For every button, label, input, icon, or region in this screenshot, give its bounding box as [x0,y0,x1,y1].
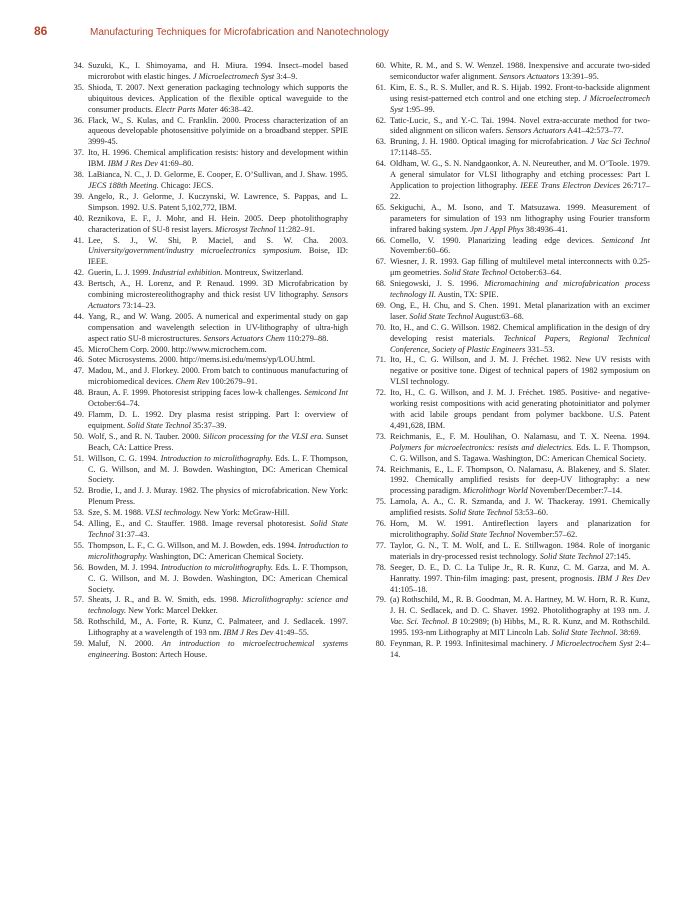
reference-text [88,268,348,279]
reference-text-part: 2:4–14. [390,639,651,659]
reference-number: 67. [375,257,386,267]
reference-source-italic: Micromachining and microfabrication process technology II. [390,279,650,300]
reference-text-part: 27:145. [603,551,631,561]
reference-text-part: Brodie, I., and J. J. Muray. 1982. The physics of microfabrication. New York: Plenum Press. [88,486,348,507]
reference-number: 49. [73,410,84,419]
reference-number: 34. [73,61,84,70]
reference-text-part: Ito, H., C. G. Willson, and J. M. J. Fréchet. 1985. Positive- and negative-working resist compositions with acid generating photoinitiator and polymer with acid labile groups pendant from polymer backbone. U.S. Patent 4,491,628, IBM. [390,388,650,430]
reference-text-part: Horn, M. W. 1991. Antireflection layers and planarization for microlithography. [390,519,650,539]
reference-entry [64,639,348,661]
reference-text-part: Kim, E. S., R. S. Muller, and R. S. Hijab. 1992. Front-to-backside alignment using resist-patterned etch control and one etching step. [390,82,650,103]
reference-text-part: 11:282–91. [275,224,315,234]
reference-entry [64,355,348,366]
reference-text-part: White, R. M., and S. W. Wenzel. 1988. Inexpensive and accurate two-sided semiconductor wafer alignment. [390,61,650,81]
reference-text-part: 35:37–39. [190,420,227,430]
reference-text [88,595,348,617]
reference-text [88,312,348,345]
reference-source-italic: Microlithogr World [463,486,528,496]
reference-text-part: 100:2679–91. [209,377,258,387]
reference-entry [366,595,650,639]
reference-entry [64,617,348,639]
reference-number: 46. [73,355,84,365]
reference-text [390,61,650,83]
reference-text [390,257,650,279]
reference-entry [64,345,348,356]
reference-text [390,355,650,388]
reference-number: 36. [73,115,84,125]
reference-text-part: Austin, TX: SPIE. [436,290,499,300]
reference-source-italic: Industrial exhibition. [152,268,223,278]
reference-text [390,301,650,323]
reference-number: 68. [375,279,386,289]
reference-text-part: Willson, C. G. 1994. [88,453,161,463]
reference-text-part: Flack, W., S. Kulas, and C. Franklin. 2000. Process characterization of an aqueous developable photosensitive polyimide on a broadband stepper. SPIE 3999-45. [88,115,348,147]
reference-number: 53. [73,508,84,518]
reference-text-part: Reznikova, E. F., J. Mohr, and H. Hein. 2005. Deep photolithography characterization of SU-8 resist layers. [88,213,348,234]
reference-source-italic: IEEE Trans Electron Devices [520,180,620,190]
reference-text [390,203,650,236]
reference-source-italic: Semicond Int [304,388,348,398]
reference-text-part: Ito, H., C. G. Willson, and J. M. J. Fréchet. 1982. New UV resists with negative or positive tone. Digest of technical papers of 1982 symposium on VLSI technology. [390,355,650,387]
reference-text-part: Montreux, Switzerland. [222,268,304,278]
reference-text-part: Braun, A. F. 1999. Photoresist stripping faces low-k challenges. [88,388,305,398]
reference-text-part: 73:14–23. [120,300,156,310]
reference-text-part: Suzuki, K., I. Shimoyama, and H. Miura. 1994. Insect–model based microrobot with elastic hinges. [88,61,348,81]
reference-text-part: New York: Marcel Dekker. [126,606,218,616]
reference-text-part: Lee, S. J., W. Shi, P. Maciel, and S. W. Cha. 2003. [88,235,348,245]
reference-number: 58. [73,617,84,627]
reference-source-italic: IBM J Res Dev [223,628,274,638]
reference-source-italic: Solid State Technol [88,519,348,539]
reference-number: 52. [73,486,84,496]
reference-entry [64,61,348,83]
reference-number: 35. [73,82,84,92]
reference-text [88,345,348,356]
reference-entry [366,159,650,203]
reference-text-part: Ito, H., and C. G. Willson. 1982. Chemical amplification in the design of dry developing resist materials. [390,322,650,343]
reference-number: 37. [73,148,84,158]
reference-text [88,279,348,312]
reference-source-italic: University/government/industry microelectronics symposium. [88,246,302,256]
reference-number: 50. [73,431,84,441]
reference-text [88,563,348,596]
reference-number: 56. [73,562,84,572]
reference-text [390,236,650,258]
reference-source-italic: J Microelectromech Syst [390,93,650,114]
reference-text-part: October:64–74. [88,399,140,409]
reference-text-part: Sekiguchi, A., M. Isono, and T. Matsuzawa. 1999. Measurement of parameters for simulation of 193 nm lithography using Fourier transform infrared baking system. [390,202,650,234]
reference-number: 40. [73,213,84,223]
reference-text-part: Sheats, J. R., and B. W. Smith, eds. 1998. [88,595,243,605]
reference-number: 76. [375,519,386,529]
reference-source-italic: Solid State Technol. [551,628,618,638]
reference-source-italic: Semicond Int [601,235,650,245]
reference-text-part: 41:105–18. [390,584,428,594]
reference-text [88,170,348,192]
reference-number: 80. [375,639,386,649]
reference-text-part: Rothschild, M., A. Forte, R. Kunz, C. Palmateer, and J. Sedlacek. 1997. Lithography at a wavelength of 193 nm. [88,617,348,638]
reference-text [88,639,348,661]
reference-source-italic: Solid State Technol [443,268,508,278]
reference-text-part: 3:4–9. [274,71,298,81]
reference-number: 65. [375,202,386,212]
reference-entry [366,83,650,116]
reference-source-italic: Solid State Technol [539,551,604,561]
reference-text [88,236,348,269]
reference-text-part: Ong, E., H. Chu, and S. Chen. 1991. Metal planarization with an excimer laser. [390,300,650,321]
reference-text-part: Shioda, T. 2007. Next generation packaging technology which supports the ubiquitous devices. Application of the flexible optical waveguide to the consumer products. [88,82,348,114]
reference-text-part: Comello, V. 1990. Planarizing leading edge devices. [390,235,602,245]
reference-text-part: November:60–66. [390,246,451,256]
reference-text [390,116,650,138]
running-head: Manufacturing Techniques for Microfabrication and Nanotechnology [90,27,389,38]
reference-text [88,214,348,236]
reference-text [390,497,650,519]
reference-number: 41. [73,235,84,245]
reference-text-part: 13:391–95. [559,71,599,81]
reference-entry [366,465,650,498]
reference-text-part: 26:717–22. [390,180,650,201]
reference-number: 59. [73,639,84,649]
page-header [34,24,664,42]
reference-text-part: Sniegowski, J. S. 1996. [390,279,485,289]
reference-text [88,61,348,83]
reference-text [88,486,348,508]
reference-entry [366,388,650,432]
reference-number: 57. [73,595,84,605]
reference-entry [64,486,348,508]
reference-text [88,541,348,563]
reference-text-part: Wolf, S., and R. N. Tauber. 2000. [88,431,203,441]
reference-source-italic: Microlithography: science and technology. [88,595,348,616]
reference-entry [64,454,348,487]
reference-number: 75. [375,497,386,507]
reference-source-italic: Sensors Actuators [499,71,560,81]
reference-text-part: Sunset Beach, CA: Lattice Press. [88,431,349,452]
reference-source-italic: J Microelectromech Syst [192,71,275,81]
reference-source-italic: IBM J Res Dev [597,573,651,583]
reference-number: 69. [375,300,386,310]
reference-entry [64,563,348,596]
reference-text [88,519,348,541]
reference-text-part: Feynman, R. P. 1993. Infinitesimal machinery. [390,639,550,649]
reference-text [88,83,348,116]
reference-text [88,388,348,410]
reference-text-part: Reichmanis, E., L. F. Thompson, O. Nalamasu, A. Blakeney, and S. Slater. 1992. Chemically amplified resists for deep-UV lithography: a new processing paradigm. [390,464,650,496]
reference-text-part: November:57–62. [514,529,578,539]
reference-text [88,192,348,214]
reference-number: 79. [375,595,386,605]
references-left-column [64,61,348,661]
reference-number: 38. [73,170,84,180]
reference-source-italic: Jpn J Appl Phys [470,224,524,234]
reference-number: 54. [73,519,84,529]
reference-source-italic: JECS 188th Meeting. [88,180,159,190]
page-number: 86 [34,24,48,38]
reference-source-italic: J Vac Sci Technol [590,137,650,147]
reference-text-part: Madou, M., and J. Florkey. 2000. From batch to continuous manufacturing of microbiomedical devices. [88,366,348,387]
reference-text-part: Seeger, D. E., D. C. La Tulipe Jr., R. R. Kunz, C. M. Garza, and M. A. Hanratty. 1997. Thin-film imaging: past, present, prognosis. [390,562,650,583]
reference-entry [366,137,650,159]
reference-text-part: 53:53–60. [512,508,549,518]
reference-entry [64,279,348,312]
reference-text-part: Boston: Artech House. [129,649,208,659]
reference-source-italic: IBM J Res Dev [107,159,158,169]
reference-text [390,137,650,159]
reference-text-part: 38:69. [617,628,641,638]
reference-entry [366,355,650,388]
reference-text-part: Thompson, L. F., C. G. Willson, and M. J. Bowden, eds. 1994. [88,540,299,550]
reference-entry [366,497,650,519]
reference-text-part: (a) Rothschild, M., R. B. Goodman, M. A. Hartney, M. W. Horn, R. R. Kunz, J. H. C. Sedlacek, and D. C. Shaver. 1992. Photolithography at 193 nm. [390,595,650,616]
reference-text [88,148,348,170]
reference-text-part: Boise, ID: IEEE. [88,246,348,267]
reference-text-part: Yang, R., and W. Wang. 2005. A numerical and experimental study on gap compensation and wavelength selection in UV-lithography of ultra-high aspect ratio SU-8 microstructures. [88,311,348,343]
reference-text-part: MicroChem Corp. 2000. http://www.microchem.com. [88,344,267,354]
reference-text-part: Eds. L. F. Thompson, C. G. Willson, and M. J. Bowden. Washington, DC: American Chemical Society. [88,562,348,594]
reference-entry [64,366,348,388]
reference-number: 43. [73,279,84,289]
reference-source-italic: Polymers for microelectronics: resists and dielectrics. [390,442,574,452]
reference-number: 72. [375,388,386,398]
reference-number: 45. [73,344,84,354]
reference-entry [64,541,348,563]
reference-text-part: New York: McGraw-Hill. [201,508,290,518]
reference-text-part: LaBianca, N. C., J. D. Gelorme, E. Cooper, E. O’Sullivan, and J. Shaw. 1995. [88,170,348,180]
reference-entry [64,519,348,541]
reference-entry [64,116,348,149]
reference-text-part: 46:38–42. [217,104,254,114]
reference-text-part: A41–42:573–77. [565,126,624,136]
reference-text-part: 41:69–80. [157,159,194,169]
reference-text [390,159,650,203]
reference-text-part: Lamola, A. A., C. R. Szmanda, and J. W. Thackeray. 1991. Chemically amplified resists. [390,497,650,518]
reference-text-part: Oldham, W. G., S. N. Nandgaonkor, A. N. Neureuther, and M. O’Toole. 1979. A general simulator for VLSI lithography and etching processes: Part I. Application to projection lithography. [390,159,650,190]
reference-number: 74. [375,464,386,474]
references-right-column [366,61,650,661]
reference-text [390,595,650,639]
reference-source-italic: Solid State Technol [451,529,515,539]
reference-text [88,116,348,149]
reference-source-italic: VLSI technology. [145,508,202,518]
reference-text-part: 10:2989; (b) Hibbs, M., R. R. Kunz, and M. Rothschild. 1995. 193-nm Lithography at MIT Lincoln Lab. [390,617,650,638]
reference-text [88,508,348,519]
reference-entry [366,236,650,258]
reference-text-part: Eds. L. F. Thompson, C. G. Willson, and M. J. Bowden. Washington, DC: American Chemical Society. [88,453,348,485]
reference-entry [366,519,650,541]
reference-text-part: Chicago: JECS. [158,180,214,190]
reference-text-part: 41:49–55. [273,628,309,638]
reference-number: 39. [73,191,84,201]
reference-number: 61. [375,82,386,92]
reference-text-part: Alling, E., and C. Stauffer. 1988. Image reversal photoresist. [88,519,311,529]
reference-entry [64,148,348,170]
reference-source-italic: Introduction to microlithography. [88,540,349,561]
reference-entry [64,595,348,617]
reference-entry [366,279,650,301]
reference-source-italic: Sensors Actuators [505,126,566,136]
reference-number: 44. [73,311,84,321]
reference-text [390,323,650,356]
reference-source-italic: J. Vac. Sci. Technol. B [390,606,650,627]
reference-text [390,388,650,432]
reference-text [390,639,650,661]
reference-text-part: 31:37–43. [113,529,150,539]
reference-number: 42. [73,268,84,278]
reference-text-part: 110:279–88. [284,333,329,343]
reference-source-italic: An introduction to microelectrochemical systems engineering. [88,639,348,659]
reference-entry [64,83,348,116]
reference-source-italic: Introduction to microlithography. [160,453,273,463]
reference-text [88,617,348,639]
reference-source-italic: Introduction to microlithography. [161,562,273,572]
reference-number: 66. [375,235,386,245]
reference-text [88,410,348,432]
reference-entry [64,388,348,410]
reference-text-part: Wiesner, J. R. 1993. Gap filling of multilevel metal interconnects with 0.25-μm geometries. [390,257,650,278]
reference-number: 62. [375,115,386,125]
reference-source-italic: Solid State Technol [127,420,191,430]
reference-text-part: Bertsch, A., H. Lorenz, and P. Renaud. 1999. 3D Microfabrication by combining microstereolithography and thick resist UV lithography. [88,279,348,300]
reference-number: 63. [375,137,386,147]
reference-entry [366,432,650,465]
reference-text-part: August:63–68. [473,311,524,321]
reference-source-italic: Electr Parts Mater [155,104,218,114]
reference-entry [64,170,348,192]
reference-entry [366,61,650,83]
reference-text-part: Sotec Microsystems. 2000. http://mems.isi.edu/mems/yp/LOU.html. [88,355,316,365]
reference-text [88,355,348,366]
reference-entry [366,563,650,596]
reference-text [390,541,650,563]
reference-entry [64,268,348,279]
reference-text-part: Reichmanis, E., F. M. Houlihan, O. Nalamasu, and T. X. Neena. 1994. [390,431,650,441]
reference-text-part: 331–53. [525,344,555,354]
reference-number: 60. [375,61,386,70]
reference-source-italic: Silicon processing for the VLSI era. [203,431,324,441]
reference-entry [366,203,650,236]
reference-number: 51. [73,453,84,463]
reference-text-part: Maluf, N. 2000. [88,639,162,649]
reference-entry [64,410,348,432]
reference-text-part: Ito, H. 1996. Chemical amplification resists: history and development within IBM. [88,148,348,169]
reference-number: 71. [375,355,386,365]
reference-source-italic: Sensors Actuators [88,290,348,310]
reference-entry [64,508,348,519]
reference-text-part: Washington, DC: American Chemical Society. [147,551,304,561]
reference-source-italic: J Microelectrochem Syst [549,639,633,649]
reference-entry [64,432,348,454]
reference-text [88,454,348,487]
reference-number: 55. [73,540,84,550]
reference-text-part: Angelo, R., J. Gelorme, J. Kuczynski, W. Lawrence, S. Pappas, and L. Simpson. 1992. U.S. Patent 5,102,772, IBM. [88,191,348,212]
reference-number: 73. [375,431,386,441]
reference-text-part: 1:95–99. [403,104,435,114]
reference-source-italic: Chem Rev [175,377,210,387]
reference-text [88,432,348,454]
reference-number: 70. [375,322,386,332]
reference-text-part: Sze, S. M. 1988. [88,508,146,518]
reference-number: 48. [73,388,84,398]
reference-entry [366,116,650,138]
reference-text-part: Taylor, G. N., T. M. Wolf, and L. E. Stillwagon. 1984. Role of inorganic materials in dry-processed resist technology. [390,540,650,561]
reference-number: 77. [375,540,386,550]
reference-source-italic: Solid State Technol [409,311,474,321]
reference-text-part: Bowden, M. J. 1994. [88,562,162,572]
reference-text-part: Bruning, J. H. 1980. Optical imaging for microfabrication. [390,137,591,147]
reference-text-part: Flamm, D. L. 1992. Dry plasma resist stripping. Part I: overview of equipment. [88,410,348,430]
reference-text [390,465,650,498]
reference-text [390,432,650,465]
reference-text-part: 17:1148–55. [390,148,432,158]
reference-text [390,519,650,541]
reference-text [390,83,650,116]
reference-entry [64,214,348,236]
reference-text-part: Tatic-Lucic, S., and Y.-C. Tai. 1994. Novel extra-accurate method for two-sided alignment on silicon wafers. [390,115,650,136]
reference-entry [366,639,650,661]
reference-source-italic: Solid State Technol [448,508,513,518]
reference-entry [366,257,650,279]
reference-number: 47. [73,366,84,376]
reference-number: 64. [375,159,386,169]
reference-entry [64,236,348,269]
reference-entry [366,323,650,356]
reference-text-part: Guerin, L. J. 1999. [88,268,153,278]
reference-source-italic: Technical Papers, Regional Technical Conference, Society of Plastic Engineers [390,333,650,354]
reference-entry [366,541,650,563]
reference-text-part: October:63–64. [507,268,562,278]
reference-number: 78. [375,562,386,572]
reference-source-italic: Sensors Actuators Chem [203,333,285,343]
reference-text-part: 38:4936–41. [523,224,568,234]
reference-text [88,366,348,388]
reference-text-part: Eds. L. F. Thompson, C. G. Willson, and S. Tagawa. Washington, DC: American Chemical Society. [390,442,650,463]
reference-text [390,279,650,301]
reference-text-part: November/December:7–14. [527,486,623,496]
reference-text [390,563,650,596]
reference-entry [64,192,348,214]
reference-source-italic: Microsyst Technol [215,224,276,234]
reference-entry [366,301,650,323]
reference-entry [64,312,348,345]
